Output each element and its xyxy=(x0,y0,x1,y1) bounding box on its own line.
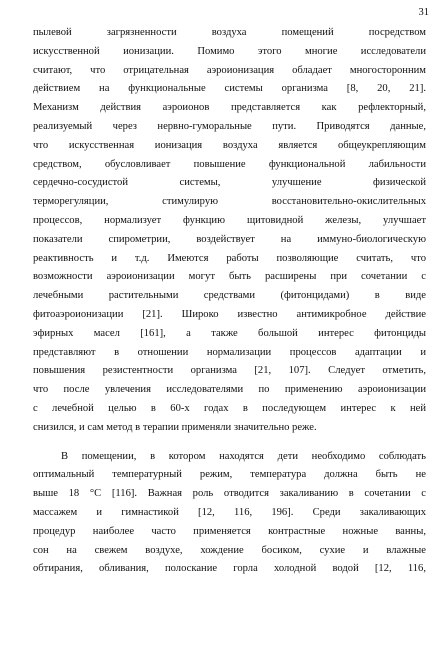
text-line: Механизм действия аэроионов представляется как рефлекторный, xyxy=(33,102,426,114)
text-line: искусственной ионизации. Помимо этого многие исследователи xyxy=(33,45,426,57)
text-line: терморегуляции, стимулирую восстановительно-окислительных xyxy=(33,196,426,208)
text-line: В помещении, в котором находятся дети необходимо соблюдать xyxy=(61,450,426,462)
text-line: что искусственная ионизация воздуха является общеукрепляющим xyxy=(33,139,426,151)
paragraph-1 xyxy=(33,24,426,438)
text-line: реализуемый через нервно-гуморальные пути. Приводятся данные, xyxy=(33,120,426,132)
text-line: действием на функциональные системы организма [8, 20, 21]. xyxy=(33,83,426,95)
text-line: процедур наиболее часто применяется контрастные ножные ванны, xyxy=(33,525,426,537)
paragraph-2 xyxy=(33,448,426,580)
text-line: показатели спирометрии, воздействует на иммуно-биологическую xyxy=(33,233,426,245)
text-line: процессов, нормализует функцию щитовидной железы, улучшает xyxy=(33,214,426,226)
text-line: выше 18 °С [116]. Важная роль отводится закаливанию в сочетании с xyxy=(33,488,426,500)
text-line: считают, что отрицательная аэроионизация обладает многосторонним xyxy=(33,64,426,76)
text-line: сердечно-сосудистой системы, улучшение физической xyxy=(33,177,426,189)
text-line: возможности аэроионизации могут быть расширены при сочетании с xyxy=(33,271,426,283)
text-line: обтирания, обливания, полоскание горла холодной водой [12, 116, xyxy=(33,563,426,575)
paragraph-spacer xyxy=(33,438,426,448)
text-line: что после увлечения исследователями по применению аэроионизации xyxy=(33,384,426,396)
text-line: массажем и гимнастикой [12, 116, 196]. Среди закаливающих xyxy=(33,506,426,518)
text-line: снизился, и сам метод в терапии применяли значительно реже. xyxy=(33,421,317,433)
text-line: повышения резистентности организма [21, 107]. Следует отметить, xyxy=(33,365,426,377)
text-line: пылевой загрязненности воздуха помещений посредством xyxy=(33,27,426,38)
text-line: с лечебной целью в 60-х годах в последующем интерес к ней xyxy=(33,402,426,414)
page-number: 31 xyxy=(418,7,429,18)
text-line: представляют в отношении нормализации процессов адаптации и xyxy=(33,346,426,358)
text-line: средством, обусловливает повышение функциональной лабильности xyxy=(33,158,426,170)
document-body xyxy=(33,24,426,579)
text-line: реактивность и т.д. Имеются работы позволяющие считать, что xyxy=(33,252,426,264)
text-line: эфирных масел [161], а также большой интерес фитонциды xyxy=(33,327,426,339)
text-line: оптимальный температурный режим, температура должна быть не xyxy=(33,469,426,481)
text-line: фитоаэроионизации [21]. Широко известно антимикробное действие xyxy=(33,308,426,320)
text-line: лечебными растительными средствами (фитонцидами) в виде xyxy=(33,290,426,302)
text-line: сон на свежем воздухе, хождение босиком, сухие и влажные xyxy=(33,544,426,556)
